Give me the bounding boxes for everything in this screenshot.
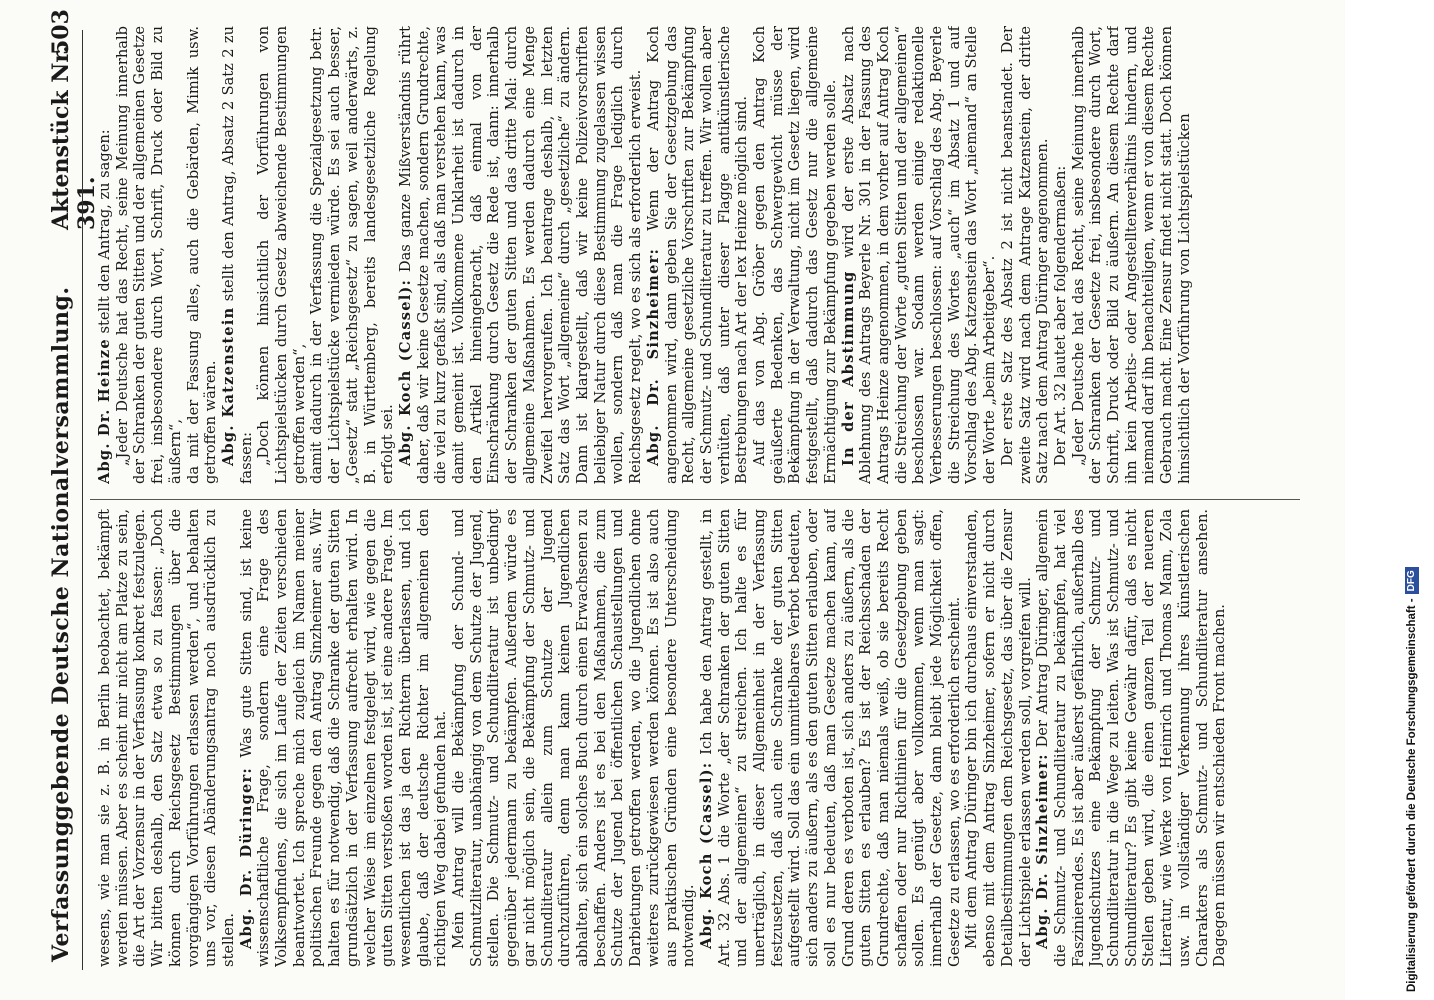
paragraph bbox=[1052, 26, 1070, 484]
paragraph-text: Der erste Satz des Absatz 2 ist nicht beanstandet. Der zweite Satz wird nach dem Antrage Katzenstein, der dritte Satz nach dem Antrag Düringer angenommen. bbox=[998, 26, 1052, 484]
paragraph bbox=[255, 26, 308, 484]
paragraph-text: da mit der Fassung alles, auch die Gebärden, Mimik usw. getroffen wären. bbox=[184, 26, 220, 484]
paragraph bbox=[238, 509, 450, 967]
paragraph bbox=[96, 509, 238, 967]
paragraph-text: Mit dem Antrag Düringer bin ich durchaus einverstanden, ebenso mit dem Antrag Sinzheimer, sofern er nicht durch Detailbestimmungen dem Reichsgesetz, das über die Zensur der Lichtspiele erlassen werden soll, vorgreifen will. bbox=[963, 509, 1034, 967]
page-header-document: Aktenstück Nr. 391. bbox=[48, 45, 100, 230]
speaker-name: In der Abstimmung bbox=[839, 270, 857, 466]
paragraph bbox=[96, 26, 114, 484]
speaker-name: Abg. Dr. Sinzheimer: bbox=[1034, 753, 1052, 949]
paragraph bbox=[450, 509, 698, 967]
page-number: 503 bbox=[48, 9, 74, 55]
page-header-title: Verfassunggebende Deutsche Nationalversammlung. bbox=[48, 286, 74, 962]
dfg-logo: DFG bbox=[1405, 567, 1419, 594]
speaker-name: Abg. Dr. Düringer: bbox=[237, 767, 255, 949]
paragraph-text: Was gute Sitten sind, ist keine wissenschaftliche Frage, sondern eine Frage des Volksempfindens, die sich im Laufe der Zeiten verschieden beantwortet. Ich spreche mich zugleich im Namen meiner politischen Freunde gegen den Antrag Sinzheimer aus. Wir halten es für notwendig, daß die Schranke der guten Sitten grundsätzlich in der Verfassung aufrecht erhalten wird. In welcher Weise im einzelnen festgelegt wird, wie gegen die guten Sitten verstoßen worden ist, ist eine andere Frage. Im wesentlichen ist das ja den Richtern überlassen, und ich glaube, daß der deutsche Richter im allgemeinen den richtigen Weg dabei gefunden hat. bbox=[237, 509, 450, 967]
paragraph-text: Der Art. 32 lautet aber folgendermaßen: bbox=[1051, 165, 1069, 466]
paragraph bbox=[185, 26, 220, 484]
header-rule bbox=[82, 30, 83, 970]
text-column-left bbox=[96, 509, 1311, 967]
paragraph bbox=[308, 26, 397, 484]
paragraph bbox=[645, 26, 751, 484]
paragraph-text: damit dadurch in der Verfassung die Spezialgesetzung betr. der Lichtspielstücke vermieden würde. Es sei auch besser, „Gesetz“ statt „Reichsgesetz“ zu sagen, weil anderwärts, z. B. in Württemberg, bereits landesgesetzliche Regelung erfolgt sei. bbox=[308, 26, 397, 484]
paragraph bbox=[840, 26, 999, 484]
speaker-name: Abg. Dr. Sinzheimer: bbox=[644, 247, 662, 466]
paragraph bbox=[963, 509, 1034, 967]
paragraph bbox=[397, 26, 645, 484]
paragraph-text: Auf das von Abg. Gröber gegen den Antrag Koch geäußerte Bedenken, das Schwergewicht müsse der Bekämpfung in der Verwaltung, nicht im Gesetz liegen, wird festgestellt, daß dadurch das Gesetz nur die allgemeine Ermächtigung zur Bekämpfung gegeben werden solle. bbox=[751, 26, 839, 484]
paragraph-text: stellt den Antrag, zu sagen: bbox=[96, 129, 113, 339]
paragraph-text: Mein Antrag will die Bekämpfung der Schund- und Schmutzliteratur, unabhängig von dem Schutze der Jugend, stellen. Die Schmutz- und Schundliteratur ist unbedingt gegenüber jedermann zu bekämpfen. Außerdem würde es gar nicht möglich sein, die Bekämpfung der Schmutz- und Schundliteratur allein zum Schutze der Jugend durchzuführen, denn man kann keinen Jugendlichen abhalten, sich ein solches Buch durch einen Erwachsenen zu beschaffen. Anders ist es bei den Maßnahmen, die zum Schutze der Jugend bei öffentlichen Schaustellungen und Darbietungen getroffen werden, wo die Jugendlichen ohne weiteres zurückgewiesen werden können. Es ist also auch aus praktischen Gründen eine besondere Unterscheidung notwendig. bbox=[450, 509, 698, 967]
paragraph bbox=[114, 26, 185, 484]
paragraph-text: wesens, wie man sie z. B. in Berlin beobachtet, bekämpft werden müssen. Aber es scheint mir nicht am Platze zu sein, die Art der Vorzensur in der Verfassung konkret festzulegen. Wir bitten deshalb, den Satz etwa so zu fassen: „Doch können durch Reichsgesetz Bestimmungen über die vorgängigen Vorführungen erlassen werden“, und behalten uns vor, diesen Abänderungsantrag noch ausdrücklich zu stellen. bbox=[96, 509, 237, 967]
speaker-name: Abg. Katzenstein bbox=[219, 306, 237, 466]
speaker-name: Abg. Dr. Heinze bbox=[96, 338, 113, 484]
paragraph-text: Das ganze Mißverständnis rührt daher, daß wir keine Gesetze machen, sondern Grundrechte, die viel zu kurz gefaßt sind, als daß man verstehen kann, was damit gemeint ist. Vollkommene Unklarheit ist dadurch in den Artikel hineingebracht, daß einmal von der Einschränkung durch Gesetz die Rede ist, dann: innerhalb der Schranken der guten Sitten und das dritte Mal: durch allgemeine Maßnahmen. Es werden dadurch eine Menge Zweifel hervorgerufen. Ich beantrage deshalb, im letzten Satz das Wort „allgemeine“ durch „gesetzliche“ zu ändern. Dann ist klargestellt, daß wir keine Polizeivorschriften beliebiger Natur durch diese Bestimmung zugelassen wissen wollen, sondern daß man die Frage lediglich durch Reichsgesetz regelt, wo es sich als erforderlich erweist. bbox=[396, 26, 645, 484]
column-divider bbox=[90, 499, 1300, 500]
paragraph-text: wird der erste Absatz nach Ablehnung des Antrags Beyerle Nr. 301 in der Fassung des Antrags Heinze angenommen, in dem vorher auf Antrag Koch die Streichung der Worte „guten Sitten und der allgemeinen“ beschlossen war. Sodann werden einige redaktionelle Verbesserungen beschlossen: auf Vorschlag des Abg. Beyerle die Streichung des Wortes „auch“ im Absatz 1 und auf Vorschlag des Abg. Katzenstein das Wort „niemand“ an Stelle der Worte „beim Arbeitgeber“. bbox=[839, 26, 999, 484]
paragraph-text: „Jeder Deutsche hat das Recht, seine Meinung innerhalb der Schranken der guten Sitten und der allgemeinen Gesetze frei, insbesondere durch Wort, Schrift, Druck oder Bild zu äußern“, bbox=[113, 26, 184, 484]
paragraph-text: stellt den Antrag, Absatz 2 Satz 2 zu fassen: bbox=[219, 26, 255, 484]
paragraph-text: Wenn der Antrag Koch angenommen wird, dann geben Sie der Gesetzgebung das Recht, allgemeine gesetzliche Vorschriften zur Bekämpfung der Schmutz- und Schundliteratur zu treffen. Wir wollen aber verhüten, daß unter dieser Flagge antikünstlerische Bestrebungen nach Art der lex Heinze möglich sind. bbox=[644, 26, 751, 484]
paragraph bbox=[751, 26, 840, 484]
digitization-stamp bbox=[1400, 8, 1424, 992]
paragraph bbox=[220, 26, 255, 484]
paragraph-text: „Jeder Deutsche hat das Recht, seine Meinung innerhalb der Schranken der Gesetze frei, insbesondere durch Wort, Schrift, Druck oder Bild zu äußern. An diesem Rechte darf ihn kein Arbeits- oder Angestelltenverhältnis hindern, und niemand darf ihn benachteiligen, wenn er von diesem Rechte Gebrauch macht. Eine Zensur findet nicht statt. Doch können hinsichtlich der Vorführung von Lichtspielstücken bbox=[1069, 26, 1193, 484]
paragraph bbox=[1034, 509, 1229, 967]
stamp-text: Digitalisierung gefördert durch die Deutsche Forschungsgemeinschaft - bbox=[1406, 598, 1418, 992]
paragraph bbox=[698, 509, 964, 967]
text-column-right bbox=[96, 26, 1311, 484]
paragraph-text: Ich habe den Antrag gestellt, in Art. 32 Abs. 1 die Worte „der Schranken der guten Sitten und der allgemeinen“ zu streichen. Ich halte es für unerträglich, in dieser Allgemeinheit in der Verfassung festzusetzen, daß auch eine Schranke der guten Sitten aufgestellt wird. Soll das ein unmittelbares Verbot bedeuten, sich anders zu äußern, als es den guten Sitten erlauben, oder soll es nur bedeuten, daß man Gesetze machen kann, auf Grund deren es verboten ist, sich anders zu äußern, als die guten Sitten es erlauben? Es ist der Reichsschaden der Grundrechte, daß man niemals weiß, ob sie bereits Recht schaffen oder nur Richtlinien für die Gesetzgebung geben sollen. Es genügt aber vollkommen, wenn man sagt: innerhalb der Gesetze, dann bleibt jede Möglichkeit offen, Gesetze zu erlassen, wo es erforderlich erscheint. bbox=[697, 509, 963, 967]
speaker-name: Abg. Koch (Cassel): bbox=[396, 278, 414, 466]
paragraph bbox=[999, 26, 1052, 484]
speaker-name: Abg. Koch (Cassel): bbox=[697, 761, 715, 949]
paragraph-text: „Doch können hinsichtlich der Vorführungen von Lichtspielstücken durch Gesetz abweichende Bestimmungen getroffen werden“, bbox=[255, 26, 308, 484]
paragraph-text: Der Antrag Düringer, allgemein die Schmutz- und Schundliteratur zu bekämpfen, hat viel Faszinierendes. Es ist aber äußerst gefährlich, außerhalb des Jugendschutzes eine Bekämpfung der Schmutz- und Schundliteratur in die Wege zu leiten. Was ist Schmutz- und Schundliteratur? Es gibt keine Gewähr dafür, daß es nicht Stellen geben wird, die einen ganzen Teil der neueren Literatur, wie Werke von Heinrich und Thomas Mann, Zola usw. in vollständiger Verkennung ihres künstlerischen Charakters als Schmutz- und Schundliteratur ansehen. Dagegen müssen wir entschieden Front machen. bbox=[1034, 509, 1229, 967]
paragraph bbox=[1070, 26, 1194, 484]
